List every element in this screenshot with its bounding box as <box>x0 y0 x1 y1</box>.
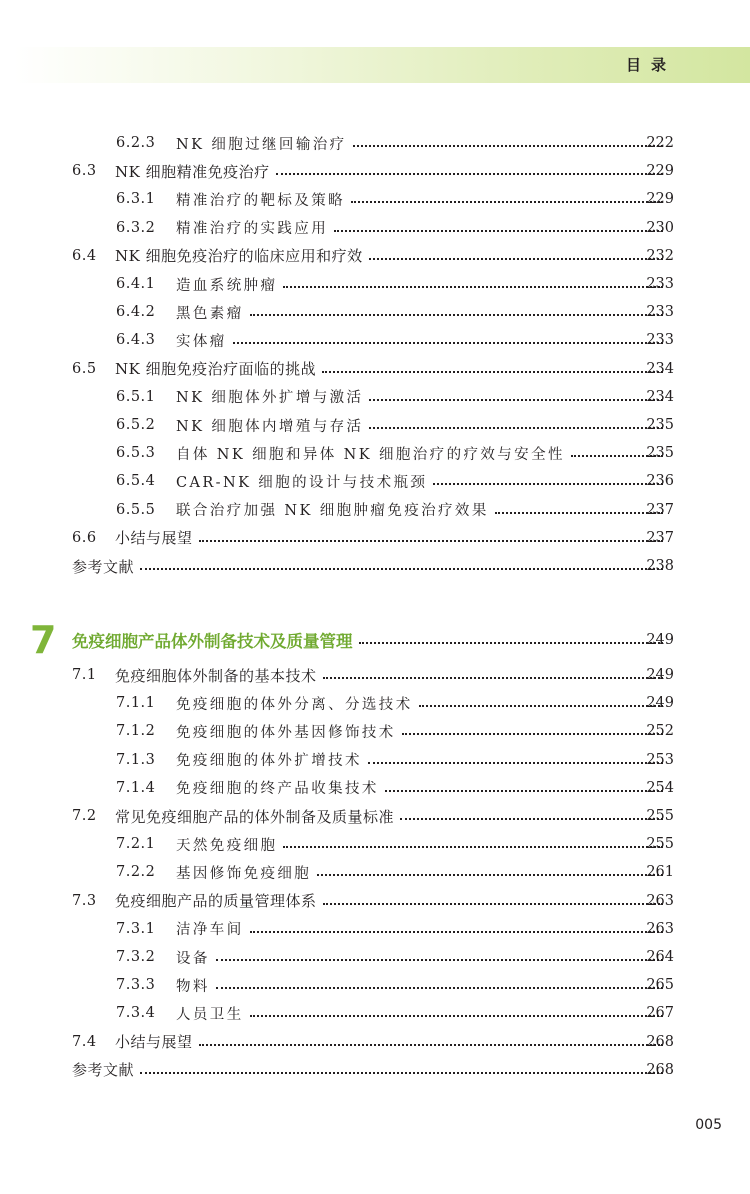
header-title: 目录 <box>625 56 676 74</box>
toc-entry[interactable] <box>0 242 750 270</box>
toc-entry-number: 6.4.2 <box>116 304 156 321</box>
toc-entry-number: 6.3 <box>72 163 97 180</box>
toc-entry-page: 233 <box>646 332 674 349</box>
dot-leader <box>368 762 663 764</box>
chapter-number: 7 <box>30 618 57 662</box>
toc-entry-page: 236 <box>646 473 674 490</box>
toc-entry[interactable] <box>0 971 750 999</box>
dot-leader <box>140 568 663 570</box>
dot-leader <box>199 540 663 542</box>
dot-leader <box>353 145 663 147</box>
toc-entry-number: 6.4.3 <box>116 332 156 349</box>
toc-entry-title: 免疫细胞体外制备的基本技术 <box>115 666 317 685</box>
toc-entry[interactable] <box>0 661 750 689</box>
toc-entry-title: 精准治疗的实践应用 <box>176 221 329 238</box>
toc-entry-page: 261 <box>646 864 674 881</box>
toc-entry-page: 255 <box>646 836 674 853</box>
dot-leader <box>199 1044 663 1046</box>
toc-entry-page: 232 <box>646 247 674 264</box>
toc-entry-title: 实体瘤 <box>176 333 227 350</box>
dot-leader <box>369 258 663 260</box>
toc-entry-title: 免疫细胞的终产品收集技术 <box>176 781 379 798</box>
toc-entry[interactable] <box>0 355 750 383</box>
toc-entry-number: 7.1.4 <box>116 779 156 796</box>
dot-leader <box>359 642 664 644</box>
toc-entry[interactable] <box>0 1056 750 1084</box>
toc-entry-page: 229 <box>646 191 674 208</box>
toc-entry[interactable] <box>0 689 750 717</box>
dot-leader <box>433 483 663 485</box>
toc-entry-title: NK 细胞免疫治疗的临床应用和疗效 <box>115 247 363 266</box>
toc-entry-number: 6.5 <box>72 360 97 377</box>
toc-entry-title: 设备 <box>176 950 210 967</box>
toc-entry-title: 物料 <box>176 978 210 995</box>
chapter-page-number: 249 <box>646 632 674 648</box>
toc-entry-number: 6.3.2 <box>116 219 156 236</box>
toc-entry-number: 7.4 <box>72 1033 97 1050</box>
toc-entry-page: 267 <box>646 1005 674 1022</box>
dot-leader <box>369 427 663 429</box>
dot-leader <box>495 512 663 514</box>
toc-entry-title: 基因修饰免疫细胞 <box>176 865 312 882</box>
toc-entry-page: 268 <box>646 1061 674 1078</box>
toc-entry[interactable] <box>0 887 750 915</box>
toc-entry-title: 人员卫生 <box>176 1006 244 1023</box>
dot-leader <box>334 230 663 232</box>
toc-entry-title: 黑色素瘤 <box>176 305 244 322</box>
toc-entry[interactable] <box>0 1028 750 1056</box>
toc-entry[interactable] <box>0 746 750 774</box>
toc-entry[interactable] <box>0 157 750 185</box>
toc-entry-number: 7.3.2 <box>116 949 156 965</box>
toc-entry-title: 免疫细胞的体外扩增技术 <box>176 753 362 770</box>
dot-leader <box>283 846 663 848</box>
toc-entry-title: NK 细胞体外扩增与激活 <box>176 390 364 407</box>
dot-leader <box>402 733 663 735</box>
toc-entry-number: 7.3.1 <box>116 920 156 937</box>
header-band <box>14 47 750 83</box>
toc-entry-page: 234 <box>646 360 674 377</box>
toc-entry-number: 7.1.3 <box>116 751 156 768</box>
toc-entry-title: 天然免疫细胞 <box>176 837 278 854</box>
toc-entry-number: 7.2 <box>72 808 97 824</box>
dot-leader <box>323 677 663 679</box>
toc-entry[interactable] <box>0 467 750 495</box>
toc-entry[interactable] <box>0 439 750 467</box>
toc-entry-number: 6.5.2 <box>116 417 156 433</box>
toc-entry-number: 7.2.2 <box>116 864 156 881</box>
toc-entry-number: 6.4.1 <box>116 276 156 292</box>
toc-entry[interactable] <box>0 999 750 1027</box>
dot-leader <box>369 399 663 401</box>
toc-entry-number: 6.5.5 <box>116 501 156 518</box>
dot-leader <box>400 818 663 820</box>
toc-entry[interactable] <box>0 270 750 298</box>
toc-entry-number: 7.3.4 <box>116 1005 156 1022</box>
toc-entry[interactable] <box>0 802 750 830</box>
dot-leader <box>250 931 663 933</box>
toc-entry-page: 222 <box>646 135 674 151</box>
toc-entry-number: 7.1.2 <box>116 723 156 740</box>
dot-leader <box>250 314 663 316</box>
toc-entry[interactable] <box>0 129 750 157</box>
toc-entry-title: 自体 NK 细胞和异体 NK 细胞治疗的疗效与安全性 <box>176 446 565 463</box>
toc-entry[interactable] <box>0 326 750 354</box>
toc-entry-page: 235 <box>646 417 674 433</box>
toc-entry[interactable] <box>0 830 750 858</box>
toc-entry-number: 7.2.1 <box>116 836 156 853</box>
toc-entry-number: 6.3.1 <box>116 191 156 208</box>
toc-entry[interactable] <box>0 717 750 745</box>
dot-leader <box>322 371 663 373</box>
dot-leader <box>385 790 663 792</box>
toc-entry-page: 252 <box>646 723 674 740</box>
dot-leader <box>216 959 663 961</box>
toc-entry-number: 7.1.1 <box>116 695 156 712</box>
toc-entry[interactable] <box>0 411 750 439</box>
toc-entry-title: 小结与展望 <box>115 529 193 548</box>
toc-entry-page: 230 <box>646 219 674 236</box>
toc-entry-number: 7.3.3 <box>116 977 156 994</box>
toc-entry-title: 免疫细胞产品的质量管理体系 <box>115 892 317 911</box>
toc-entry[interactable] <box>0 552 750 580</box>
dot-leader <box>283 286 663 288</box>
dot-leader <box>140 1072 663 1074</box>
dot-leader <box>351 201 663 203</box>
toc-entry-title: NK 细胞过继回输治疗 <box>176 136 347 153</box>
toc-entry-title: 造血系统肿瘤 <box>176 277 278 294</box>
toc-entry-number: 6.6 <box>72 529 97 546</box>
toc-entry-page: 238 <box>646 558 674 574</box>
toc-entry-title: 参考文献 <box>72 1061 135 1080</box>
toc-entry-page: 263 <box>646 892 674 909</box>
toc-entry[interactable] <box>0 915 750 943</box>
toc-entry-page: 237 <box>646 529 674 546</box>
toc-entry-page: 234 <box>646 388 674 405</box>
toc-entry-title: 常见免疫细胞产品的体外制备及质量标准 <box>115 807 395 826</box>
dot-leader <box>323 903 663 905</box>
toc-entry-title: 联合治疗加强 NK 细胞肿瘤免疫治疗效果 <box>176 503 489 520</box>
toc-entry-number: 6.5.4 <box>116 473 156 490</box>
toc-entry-number: 6.4 <box>72 247 97 264</box>
toc-entry-page: 254 <box>646 779 674 796</box>
toc-entry-page: 249 <box>646 695 674 712</box>
toc-entry-page: 229 <box>646 163 674 180</box>
toc-entry[interactable] <box>0 185 750 213</box>
toc-entry-page: 255 <box>646 808 674 824</box>
toc-entry-title: 免疫细胞的体外分离、分选技术 <box>176 696 413 713</box>
toc-entry-page: 249 <box>646 667 674 683</box>
toc-entry[interactable] <box>0 496 750 524</box>
toc-entry-title: 免疫细胞的体外基因修饰技术 <box>176 724 396 741</box>
toc-entry-page: 235 <box>646 445 674 462</box>
toc-entry-page: 265 <box>646 977 674 994</box>
toc-entry-number: 6.5.3 <box>116 445 156 462</box>
toc-entry-page: 263 <box>646 920 674 937</box>
toc-entry-title: 洁净车间 <box>176 922 244 939</box>
toc-entry-page: 233 <box>646 276 674 292</box>
chapter-heading[interactable] <box>0 620 750 660</box>
toc-entry-page: 253 <box>646 751 674 768</box>
dot-leader <box>317 874 663 876</box>
toc-entry[interactable] <box>0 383 750 411</box>
toc-entry-number: 6.5.1 <box>116 388 156 405</box>
toc-entry-title: 参考文献 <box>72 557 135 576</box>
toc-entry[interactable] <box>0 524 750 552</box>
dot-leader <box>419 705 663 707</box>
dot-leader <box>250 1015 663 1017</box>
toc-entry-page: 264 <box>646 949 674 965</box>
toc-entry-page: 233 <box>646 304 674 321</box>
toc-entry-title: CAR-NK 细胞的设计与技术瓶颈 <box>176 474 428 491</box>
toc-entry[interactable] <box>0 298 750 326</box>
toc-entry-page: 268 <box>646 1033 674 1050</box>
toc-entry-title: NK 细胞体内增殖与存活 <box>176 418 364 435</box>
toc-entry-page: 237 <box>646 501 674 518</box>
toc-entry-title: NK 细胞免疫治疗面临的挑战 <box>115 360 317 379</box>
toc-entry[interactable] <box>0 774 750 802</box>
toc-entry-title: NK 细胞精准免疫治疗 <box>115 162 270 181</box>
chapter-title: 免疫细胞产品体外制备技术及质量管理 <box>72 632 353 651</box>
toc-entry[interactable] <box>0 214 750 242</box>
toc-entry[interactable] <box>0 858 750 886</box>
toc-entry-number: 7.3 <box>72 892 97 909</box>
toc-entry-number: 7.1 <box>72 667 97 683</box>
toc-entry-title: 精准治疗的靶标及策略 <box>176 192 345 209</box>
dot-leader <box>233 342 663 344</box>
dot-leader <box>216 987 663 989</box>
dot-leader <box>276 173 663 175</box>
toc-entry[interactable] <box>0 943 750 971</box>
toc-entry-number: 6.2.3 <box>116 135 156 151</box>
page-number: 005 <box>695 1117 722 1133</box>
toc-entry-title: 小结与展望 <box>115 1033 193 1052</box>
